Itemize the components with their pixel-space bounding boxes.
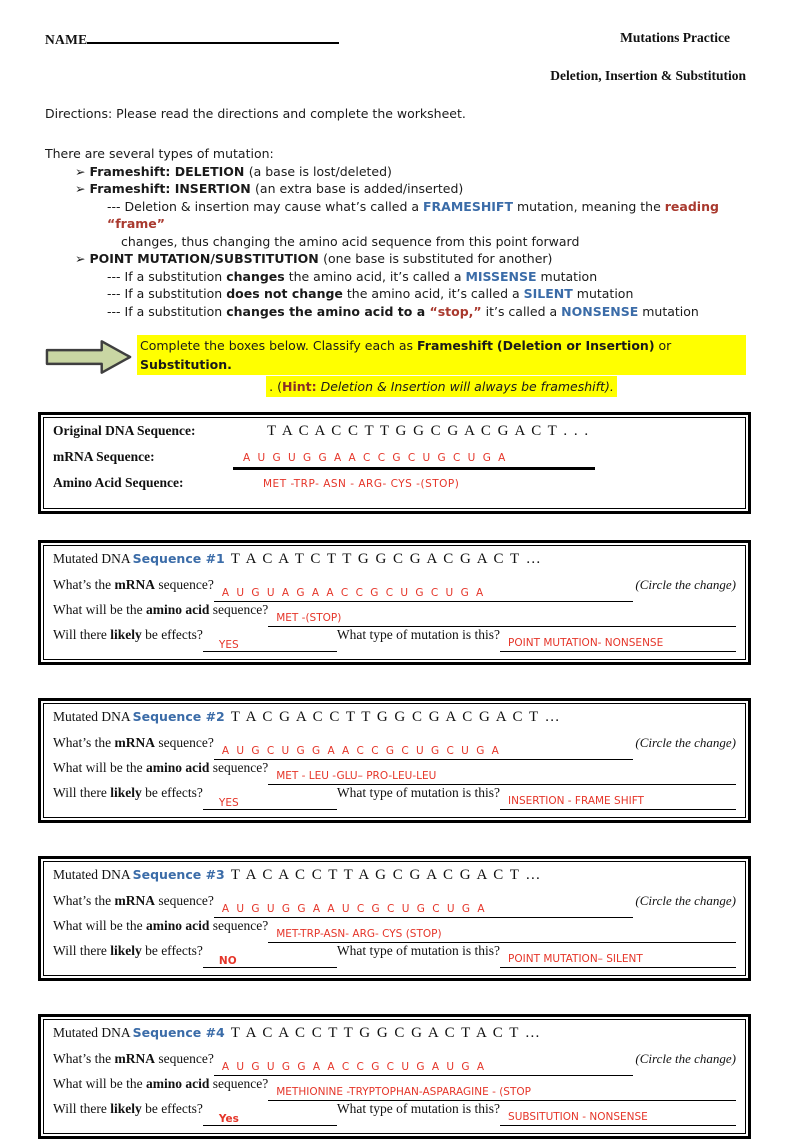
box1-dna-sequence: T A C A T C T T G G C G A C G A C T … [230, 551, 543, 567]
hint-label: Hint: [281, 379, 317, 394]
box3-mrna-answer: A U G U G G A A U C G C U G C U G A [221, 903, 487, 915]
box4-mrna-answer: A U G U G G A A C C G C U G A U G A [221, 1061, 487, 1073]
box2-mrna-blank [214, 735, 634, 760]
box2-effects-answer: YES [218, 797, 239, 809]
bullet-point-mutation: ➢ POINT MUTATION/SUBSTITUTION (one base is substituted for another) [75, 251, 553, 266]
box2-effects-blank [203, 785, 337, 810]
box4-type-answer: SUBSITUTION - NONSENSE [508, 1111, 648, 1123]
circle-the-change-note: (Circle the change) [635, 735, 736, 750]
name-blank-underline [87, 30, 339, 44]
name-label: NAME [45, 32, 88, 47]
box1-amino-row: What will be the amino acid sequence? MET -(STOP) [53, 602, 736, 627]
box1-type-question: What type of mutation is this? [336, 627, 501, 642]
frameshift-note-line1: --- Deletion & insertion may cause what’s called a FRAMESHIFT mutation, meaning the reading “frame” [107, 198, 719, 231]
box4-effects-answer: Yes [218, 1113, 239, 1125]
box1-mrna-answer: A U G U A G A A C C G C U G C U G A [221, 587, 486, 599]
silent-line: --- If a substitution does not change the amino acid, it’s called a SILENT mutation [107, 286, 634, 301]
box3-amino-blank [268, 918, 736, 943]
box3-amino-row: What will be the amino acid sequence? MET-TRP-ASN- ARG- CYS (STOP) [53, 918, 736, 943]
box4-amino-blank [268, 1076, 736, 1101]
box1-type-blank [500, 627, 736, 652]
box3-effects-blank [203, 943, 337, 968]
box4-type-blank [500, 1101, 736, 1126]
circle-the-change-note: (Circle the change) [635, 577, 736, 592]
bullet-frameshift-deletion: ➢ Frameshift: DELETION (a base is lost/deleted) [75, 163, 392, 179]
missense-term: MISSENSE [465, 268, 537, 284]
name-line [45, 30, 339, 48]
bullet-icon: ➢ [75, 251, 86, 266]
box1-effects-answer: YES [218, 639, 239, 651]
sequence-number-label: Sequence #1 [132, 551, 225, 566]
circle-the-change-note: (Circle the change) [635, 893, 736, 908]
box1-effects-row: Will there likely be effects? YES What type of mutation is this? POINT MUTATION- NONSENSE [53, 627, 736, 652]
box3-mrna-blank [214, 893, 634, 918]
original-sequence-box [38, 412, 751, 514]
nonsense-line: --- If a substitution changes the amino acid to a “stop,” it’s called a NONSENSE mutation [107, 303, 699, 319]
box2-type-question: What type of mutation is this? [336, 785, 501, 800]
nonsense-term: NONSENSE [561, 303, 639, 319]
box2-amino-row: What will be the amino acid sequence? MET - LEU -GLU– PRO-LEU-LEU [53, 760, 736, 785]
bullet-icon: ➢ [75, 163, 86, 179]
box4-mrna-row: What’s the mRNA sequence? A U G U G G A A C C G C U G A U G A (Circle the change) [53, 1051, 736, 1076]
box3-effects-answer: NO [218, 955, 237, 967]
box2-amino-answer: MET - LEU -GLU– PRO-LEU-LEU [276, 770, 437, 782]
box2-type-blank [500, 785, 736, 810]
box4-mrna-blank [214, 1051, 634, 1076]
box3-effects-row: Will there likely be effects? NO What type of mutation is this? POINT MUTATION– SILENT [53, 943, 736, 968]
original-amino-row [53, 475, 736, 501]
box3-title-row: Mutated DNA Sequence #3 T A C A C C T T A G C G A C G A C T … [53, 867, 542, 883]
sequence-number-label: Sequence #2 [132, 709, 225, 724]
box2-effects-row: Will there likely be effects? YES What type of mutation is this? INSERTION - FRAME SHIFT [53, 785, 736, 810]
original-amino-answer: MET -TRP- ASN - ARG- CYS -(STOP) [263, 478, 460, 490]
sequence-number-label: Sequence #4 [132, 1025, 225, 1040]
circle-the-change-note: (Circle the change) [635, 1051, 736, 1066]
box4-title-row: Mutated DNA Sequence #4 T A C A C C T T G G C G A C T A C T … [53, 1025, 542, 1041]
original-mrna-row [53, 449, 736, 475]
frameshift-note-line2: changes, thus changing the amino acid sequence from this point forward [121, 233, 580, 249]
box3-mrna-row: What’s the mRNA sequence? A U G U G G A A U C G C U G C U G A (Circle the change) [53, 893, 736, 918]
box4-amino-answer: METHIONINE -TRYPTOPHAN-ASPARAGINE - (STOP [276, 1086, 531, 1098]
box4-amino-row: What will be the amino acid sequence? METHIONINE -TRYPTOPHAN-ASPARAGINE - (STOP [53, 1076, 736, 1101]
block-arrow-icon [45, 338, 133, 380]
box3-amino-answer: MET-TRP-ASN- ARG- CYS (STOP) [276, 928, 442, 940]
header [45, 30, 746, 48]
box1-amino-answer: MET -(STOP) [276, 612, 342, 624]
box4-type-question: What type of mutation is this? [336, 1101, 501, 1116]
box1-mrna-blank [214, 577, 634, 602]
bullet-icon: ➢ [75, 181, 86, 196]
box2-amino-blank [268, 760, 736, 785]
frameshift-term: FRAMESHIFT [423, 198, 513, 214]
silent-term: SILENT [523, 286, 573, 301]
original-dna-sequence: T A C A C C T T G G C G A C G A C T . . . [267, 423, 590, 439]
original-amino-label: Amino Acid Sequence: [53, 475, 184, 490]
box4-dna-sequence: T A C A C C T T G G C G A C T A C T … [230, 1025, 542, 1041]
box2-title-row: Mutated DNA Sequence #2 T A C G A C C T T G G C G A C G A C T … [53, 709, 562, 725]
mutated-box-4 [38, 1014, 751, 1139]
box3-type-question: What type of mutation is this? [336, 943, 501, 958]
box2-type-answer: INSERTION - FRAME SHIFT [508, 795, 644, 807]
box1-type-answer: POINT MUTATION- NONSENSE [508, 637, 664, 649]
box3-dna-sequence: T A C A C C T T A G C G A C G A C T … [230, 867, 542, 883]
directions-text: Directions: Please read the directions and complete the worksheet. [45, 106, 466, 121]
mutated-box-3 [38, 856, 751, 981]
instruction-callout [45, 335, 746, 397]
reading-frame-emphasis: reading “frame” [107, 198, 719, 231]
box2-mrna-answer: A U G C U G G A A C C G C U G C U G A [221, 745, 501, 757]
original-mrna-label: mRNA Sequence: [53, 449, 155, 464]
page-title: Mutations Practice [620, 30, 730, 45]
box4-effects-row: Will there likely be effects? Yes What type of mutation is this? SUBSITUTION - NONSENSE [53, 1101, 736, 1126]
instruction-line-1: Complete the boxes below. Classify each as Frameshift (Deletion or Insertion) or Substitution. [137, 335, 746, 375]
box4-effects-blank [203, 1101, 337, 1126]
box3-type-blank [500, 943, 736, 968]
mutated-box-2 [38, 698, 751, 823]
original-dna-label: Original DNA Sequence: [53, 423, 196, 438]
box2-dna-sequence: T A C G A C C T T G G C G A C G A C T … [230, 709, 562, 725]
box1-mrna-row: What’s the mRNA sequence? A U G U A G A A C C G C U G C U G A (Circle the change) [53, 577, 736, 602]
sequence-number-label: Sequence #3 [132, 867, 225, 882]
bullet-frameshift-insertion: ➢ Frameshift: INSERTION (an extra base is added/inserted) [75, 181, 464, 196]
original-mrna-answer: A U G U G G A A C C G C U G C U G A [243, 452, 508, 464]
original-mrna-blank [233, 449, 595, 470]
box1-title-row: Mutated DNA Sequence #1 T A C A T C T T G G C G A C G A C T … [53, 551, 543, 567]
box3-type-answer: POINT MUTATION– SILENT [508, 953, 643, 965]
box1-amino-blank [268, 602, 736, 627]
original-dna-row [53, 423, 736, 449]
missense-line: --- If a substitution changes the amino acid, it’s called a MISSENSE mutation [107, 268, 598, 284]
box1-effects-blank [203, 627, 337, 652]
box2-mrna-row: What’s the mRNA sequence? A U G C U G G A A C C G C U G C U G A (Circle the change) [53, 735, 736, 760]
mutated-box-1 [38, 540, 751, 665]
instruction-hint-line: . (Hint: Deletion & Insertion will always be frameshift). [266, 376, 617, 397]
mutation-types-list [45, 145, 746, 320]
page-subtitle: Deletion, Insertion & Substitution [550, 68, 746, 83]
highlighted-instructions [137, 335, 746, 397]
stop-emphasis: “stop,” [429, 303, 482, 319]
mutation-types-heading: There are several types of mutation: [45, 146, 274, 161]
